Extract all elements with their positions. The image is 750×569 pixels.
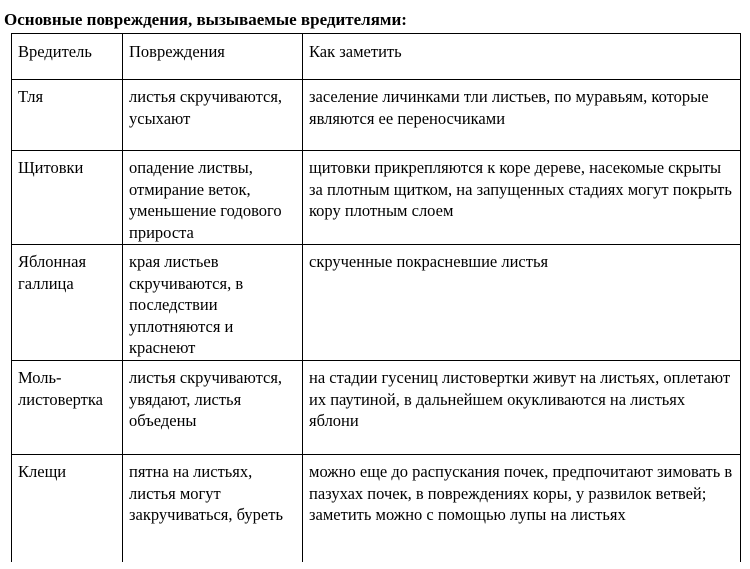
table-row [12,151,741,245]
pest-cell: Моль-листовертка [12,361,123,455]
notice-cell: можно еще до распускания почек, предпочитают зимовать в пазухах почек, в повреждениях коры, у развилок ветвей; заметить можно с помощью лупы на листьях [303,455,741,563]
table-header-row [12,34,741,80]
table-row [12,80,741,151]
notice-cell: на стадии гусениц листовертки живут на листьях, оплетают их паутиной, в дальнейшем окукливаются на листьях яблони [303,361,741,455]
damage-cell: листья скручиваются, увядают, листья объедены [123,361,303,455]
table-row [12,455,741,563]
damage-cell: опадение листвы, отмирание веток, уменьшение годового прироста [123,151,303,245]
pest-cell: Тля [12,80,123,151]
damage-cell: листья скручиваются, усыхают [123,80,303,151]
header-damage: Повреждения [123,34,303,80]
notice-cell: заселение личинками тли листьев, по муравьям, которые являются ее переносчиками [303,80,741,151]
pests-table [11,33,741,562]
pest-cell: Яблонная галлица [12,245,123,361]
page-title: Основные повреждения, вызываемые вредителями: [4,10,407,29]
header-notice: Как заметить [303,34,741,80]
notice-cell: скрученные покрасневшие листья [303,245,741,361]
pest-cell: Щитовки [12,151,123,245]
damage-cell: пятна на листьях, листья могут закручиваться, буреть [123,455,303,563]
notice-cell: щитовки прикрепляются к коре дереве, насекомые скрыты за плотным щитком, на запущенных стадиях могут покрыть кору плотным слоем [303,151,741,245]
table-row [12,361,741,455]
pest-cell: Клещи [12,455,123,563]
header-pest: Вредитель [12,34,123,80]
damage-cell: края листьев скручиваются, в последствии уплотняются и краснеют [123,245,303,361]
table-row [12,245,741,361]
